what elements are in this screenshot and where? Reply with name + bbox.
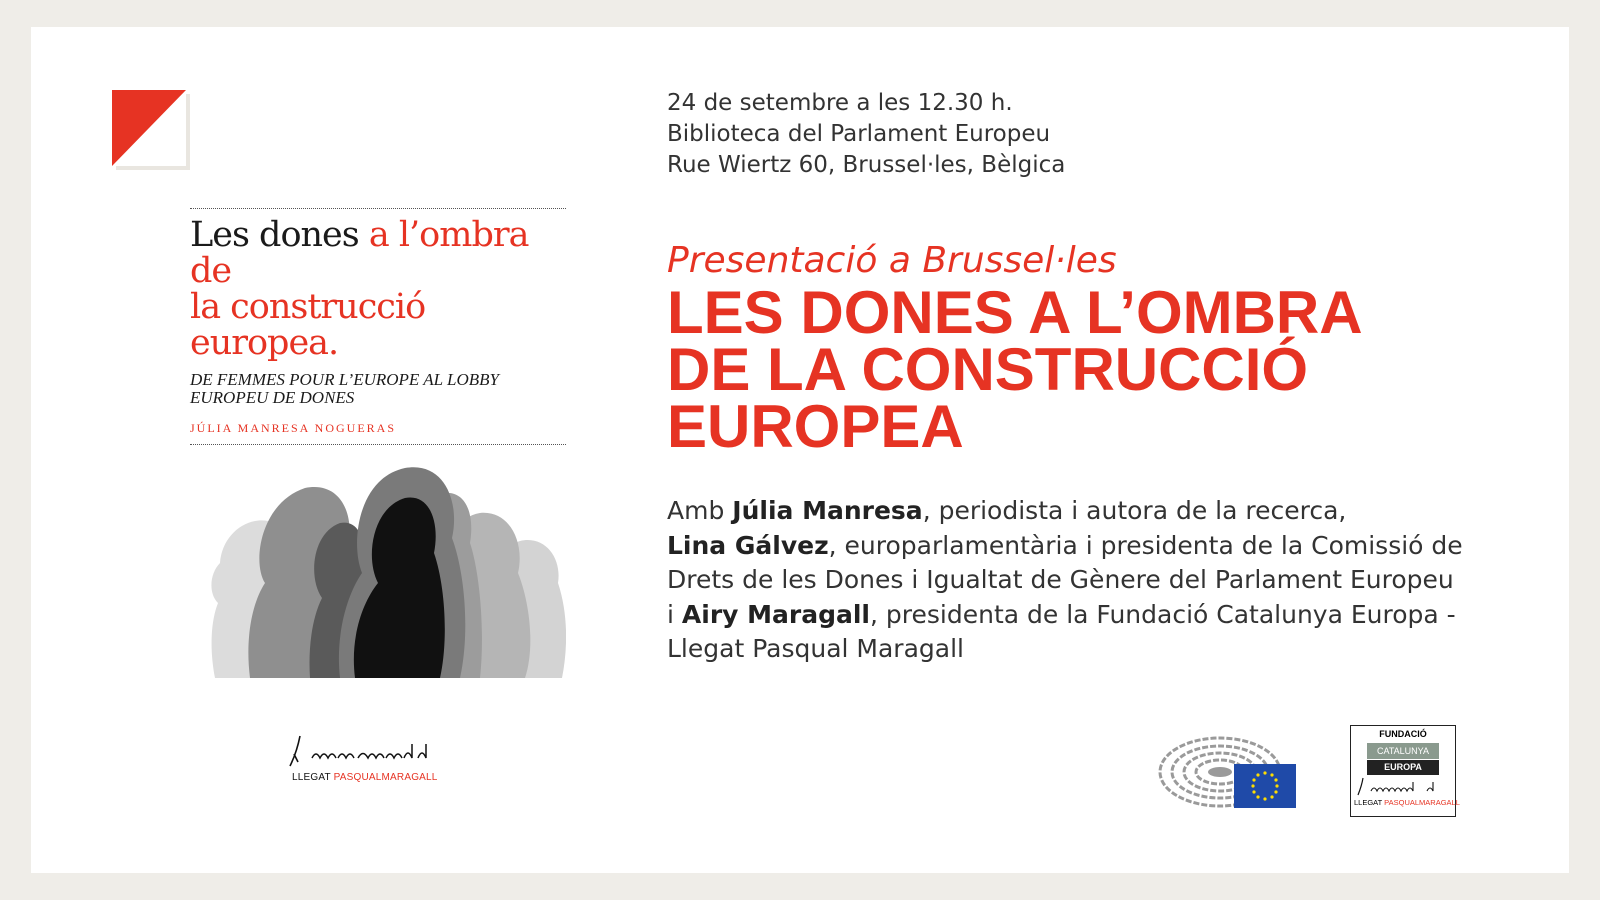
fce-line-1: FUNDACIÓ	[1379, 729, 1427, 739]
kicker: Presentació a Brussel·les	[667, 240, 1117, 281]
speaker-name: Lina Gálvez	[667, 530, 829, 560]
book-subtitle-line-1: DE FEMMES POUR L’EUROPE AL LOBBY	[190, 370, 499, 389]
eu-flag-icon	[1234, 764, 1296, 808]
book-subtitle-line-2: EUROPEU DE DONES	[190, 388, 355, 407]
event-venue: Biblioteca del Parlament Europeu	[667, 121, 1051, 147]
book-title-red-2: la construcció europea.	[190, 287, 426, 363]
legacy-logo	[288, 732, 448, 788]
women-silhouettes-illustration	[190, 453, 566, 678]
signature-icon	[1357, 776, 1447, 798]
legacy-caption-black: LLEGAT	[292, 772, 334, 783]
book-title-black: Les dones	[190, 215, 369, 255]
fce-footer	[1354, 798, 1460, 807]
event-date: 24 de setembre a les 12.30 h.	[667, 90, 1013, 116]
fce-footer-black: LLEGAT	[1354, 798, 1385, 807]
legacy-caption-red: PASQUALMARAGALL	[333, 772, 438, 783]
headline-line-1: LES DONES A L’OMBRA	[667, 279, 1363, 346]
event-address: Rue Wiertz 60, Brussel·les, Bèlgica	[667, 152, 1066, 178]
divider	[190, 444, 566, 445]
book-cover	[190, 208, 566, 678]
speaker-name: Airy Maragall	[681, 599, 871, 629]
headline-line-2: DE LA CONSTRUCCIÓ	[667, 336, 1309, 403]
european-parliament-icon	[1158, 730, 1298, 812]
fce-line-3: EUROPA	[1367, 760, 1439, 775]
book-subtitle	[190, 371, 566, 407]
book-title-red-1: a l’ombra de	[190, 215, 529, 291]
divider	[190, 208, 566, 209]
description-text: , periodista i autora de la recerca,	[922, 496, 1347, 525]
fce-line-2: CATALUNYA	[1367, 743, 1439, 759]
book-title	[190, 217, 566, 361]
description-text: , europarlamentària i presidenta de la Comissió de Drets de les Dones i Igualtat de Gènere del Parlament Europeu i	[667, 530, 1463, 629]
corner-logo-icon	[112, 90, 190, 170]
signature-icon	[288, 732, 448, 772]
fundacio-catalunya-europa-logo	[1350, 725, 1460, 817]
fce-footer-red: PASQUALMARAGALL	[1384, 798, 1460, 807]
book-author: JÚLIA MANRESA NOGUERAS	[190, 421, 397, 435]
headline-line-3: EUROPEA	[667, 393, 964, 460]
event-info	[667, 88, 1065, 181]
headline	[667, 279, 1487, 460]
description-text: , presidenta de la Fundació Catalunya Europa - Llegat Pasqual Maragall	[667, 599, 1456, 663]
description-text: Amb	[667, 496, 733, 525]
speaker-name: Júlia Manresa	[732, 496, 923, 525]
speakers-description	[667, 494, 1467, 667]
legacy-caption	[292, 772, 438, 783]
